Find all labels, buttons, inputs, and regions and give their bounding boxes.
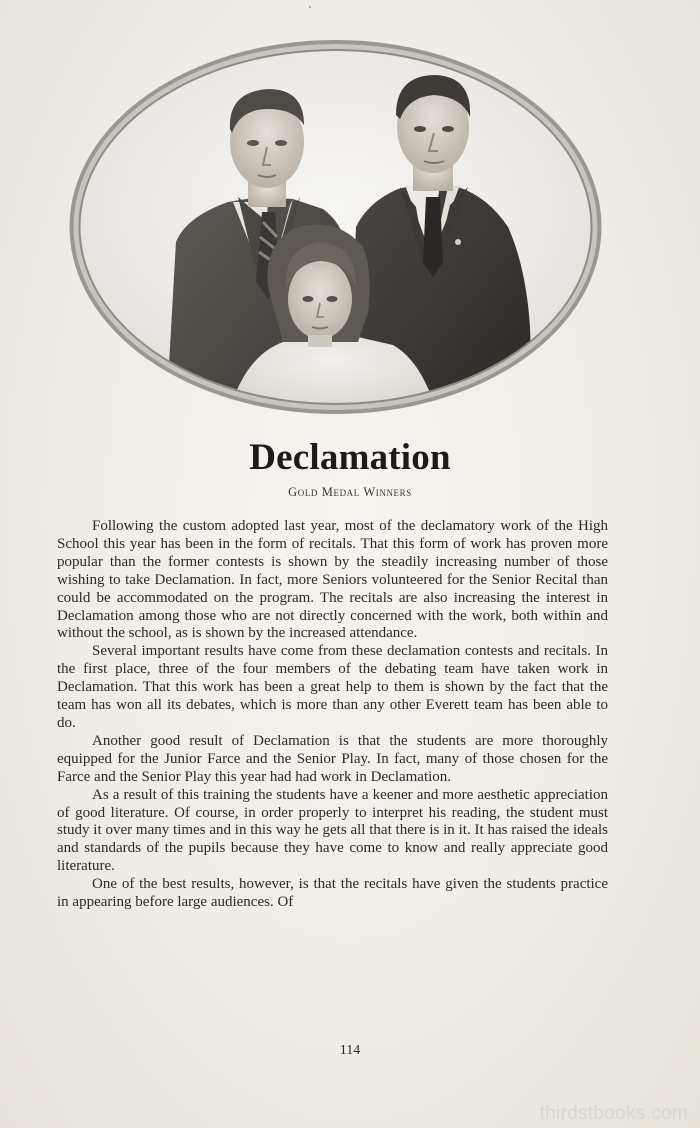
photo-caption: Gold Medal Winners (288, 485, 412, 499)
paper-speck (309, 6, 311, 8)
paragraph: Another good result of Declamation is that the students are more thoroughly equipped for the Junior Farce and the Senior Play. In fact, many of those chosen for the Farce and the Senior Play this year had had work in Declamation. (57, 732, 608, 785)
article-body (57, 518, 608, 912)
watermark: thirdstbooks.com (539, 1103, 688, 1124)
paragraph: Several important results have come from these declamation contests and recitals. In the first place, three of the four members of the debating team have taken work in Declamation. That this work has been a great help to them is shown by the fact that the team has won all its debates, which is more than any other Everett team has been able to do. (57, 643, 608, 731)
gold-medal-winners-photo (68, 37, 603, 417)
page-title: Declamation (249, 437, 451, 478)
paragraph: As a result of this training the students have a keener and more aesthetic appreciation of good literature. Of course, in order properly to interpret his reading, the student must study it over many times and in this way he gets all that there is in it. It has raised the ideals and standards of the pupils because they have come to know and really appreciate good literature. (57, 786, 608, 875)
paragraph: One of the best results, however, is that the recitals have given the students practice in appearing before large audiences. Of (57, 876, 608, 911)
page-number: 114 (339, 1043, 361, 1058)
paragraph: Following the custom adopted last year, most of the declamatory work of the High School this year has been in the form of recitals. That this form of work has proven more popular than the former contests is shown by the steadily increasing number of those wishing to take Declamation. In fact, more Seniors volunteered for the Senior Recital than could be accommodated on the program. The recitals are also increasing the interest in Declamation among those who are not directly concerned with the work, both within and without the school, as is shown by the increased attendance. (57, 518, 608, 642)
